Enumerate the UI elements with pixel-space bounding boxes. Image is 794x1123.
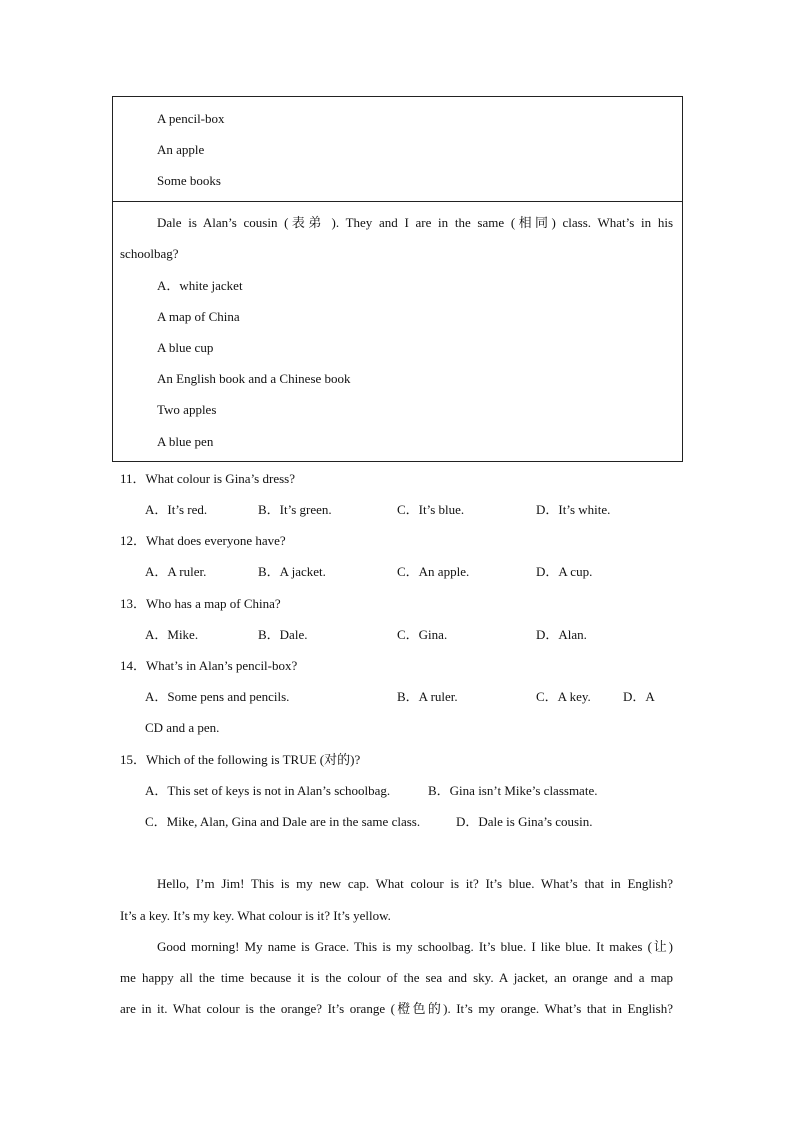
question-14-option-d-continued: CD and a pen. <box>145 720 220 735</box>
question-14-option-a: A．Some pens and pencils. <box>145 689 290 704</box>
question-14-option-b: B．A ruler. <box>397 689 458 704</box>
box2-line-6: A blue pen <box>157 434 214 449</box>
question-12-stem: 12．What does everyone have? <box>120 533 286 548</box>
question-11-option-b: B．It’s green. <box>258 502 332 517</box>
box2-line-2: A map of China <box>157 309 240 324</box>
question-13-option-b: B．Dale. <box>258 627 308 642</box>
question-13-option-d: D．Alan. <box>536 627 587 642</box>
question-15-option-b: B．Gina isn’t Mike’s classmate. <box>428 783 598 798</box>
box2-line-3: A blue cup <box>157 340 214 355</box>
question-15-option-d: D．Dale is Gina’s cousin. <box>456 814 593 829</box>
box2-line-5: Two apples <box>157 402 217 417</box>
box1-line-3: Some books <box>157 173 221 188</box>
question-12-option-b: B．A jacket. <box>258 564 326 579</box>
question-13-option-c: C．Gina. <box>397 627 448 642</box>
passage-p1-line-1: Hello, I’m Jim! This is my new cap. What colour is it? It’s blue. What’s that in English? <box>157 876 673 891</box>
box2-line-4: An English book and a Chinese book <box>157 371 351 386</box>
question-15-stem: 15．Which of the following is TRUE (对的)? <box>120 752 361 767</box>
question-13-option-a: A．Mike. <box>145 627 199 642</box>
box1-line-2: An apple <box>157 142 205 157</box>
box2-intro-line-2: schoolbag? <box>120 246 179 261</box>
question-13-stem: 13．Who has a map of China? <box>120 596 281 611</box>
question-14-option-c: C．A key. <box>536 689 591 704</box>
question-15-option-c: C．Mike, Alan, Gina and Dale are in the same class. <box>145 814 421 829</box>
box2-intro-line-1: Dale is Alan’s cousin (表弟 ). They and I are in the same (相同) class. What’s in his <box>157 215 673 230</box>
passage-p1-line-2: It’s a key. It’s my key. What colour is it? It’s yellow. <box>120 908 391 923</box>
question-11-option-c: C．It’s blue. <box>397 502 465 517</box>
question-11-option-a: A．It’s red. <box>145 502 208 517</box>
box1-line-1: A pencil-box <box>157 111 225 126</box>
question-11-stem: 11．What colour is Gina’s dress? <box>120 471 295 486</box>
passage-p2-line-2: me happy all the time because it is the colour of the sea and sky. A jacket, an orange and a map <box>120 970 673 985</box>
question-12-option-d: D．A cup. <box>536 564 593 579</box>
box2-line-1: A．white jacket <box>157 278 243 293</box>
question-15-option-a: A．This set of keys is not in Alan’s schoolbag. <box>145 783 391 798</box>
passage-p2-line-1: Good morning! My name is Grace. This is my schoolbag. It’s blue. I like blue. It makes (让) <box>157 939 673 954</box>
options-box-bottom <box>112 201 683 462</box>
question-14-stem: 14．What’s in Alan’s pencil-box? <box>120 658 298 673</box>
passage-p2-line-3: are in it. What colour is the orange? It’s orange (橙色的). It’s my orange. What’s that in English? <box>120 1001 673 1016</box>
question-12-option-a: A．A ruler. <box>145 564 207 579</box>
question-11-option-d: D．It’s white. <box>536 502 611 517</box>
question-12-option-c: C．An apple. <box>397 564 470 579</box>
question-14-option-d: D．A <box>623 689 655 704</box>
